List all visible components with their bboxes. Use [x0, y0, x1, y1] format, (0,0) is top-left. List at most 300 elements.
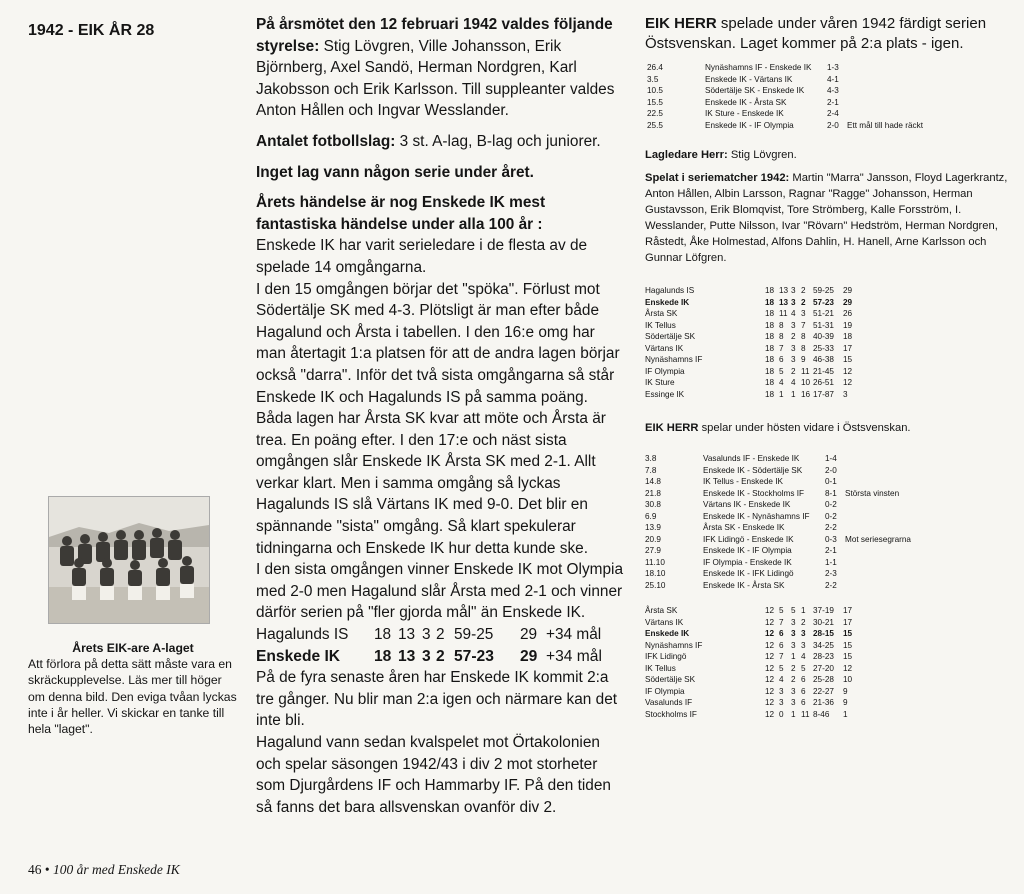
- match-teams: Enskede IK - IF Olympia: [703, 546, 792, 555]
- table-played: 12: [765, 686, 775, 696]
- table-lost: 6: [801, 686, 806, 696]
- table-points: 17: [843, 617, 853, 627]
- event-text-a: Enskede IK har varit serieledare i de flesta av de spelade 14 omgångarna.: [256, 237, 588, 276]
- match-date: 25.10: [645, 580, 666, 590]
- match-teams: IK Sture - Enskede IK: [705, 109, 784, 118]
- match-row: [647, 108, 923, 120]
- table-team-name: IK Tellus: [645, 663, 676, 673]
- table-team-name: Södertälje SK: [645, 675, 696, 684]
- table-lost: 8: [801, 332, 806, 341]
- team-photo-image: [49, 497, 209, 623]
- table-drawn: 3: [791, 320, 796, 330]
- board-text: Stig Lövgren, Ville Johansson, Erik Björnberg, Axel Sandö, Herman Nordgren, Karl Jakobsson och Erik Karlsson. Till suppleanter valdes Anton Hållen och Ingvar Wesslander.: [256, 37, 615, 120]
- table-drawn: 3: [791, 698, 796, 707]
- book-title: 100 år med Enskede IK: [52, 862, 180, 877]
- table-points: 15: [843, 355, 853, 364]
- match-date: 3.8: [645, 454, 657, 463]
- table-goals: 30-21: [813, 617, 834, 627]
- match-teams: Södertälje SK - Enskede IK: [705, 86, 805, 95]
- match-note: [847, 85, 923, 97]
- middle-column: [256, 14, 626, 818]
- match-teams: Vasalunds IF - Enskede IK: [703, 454, 800, 463]
- event-paragraph: [256, 192, 626, 624]
- board-paragraph: [256, 14, 626, 122]
- table-lost: 11: [801, 366, 810, 376]
- standing-points: 29: [520, 626, 538, 644]
- table-drawn: 3: [791, 629, 796, 638]
- page-title: 1942 - EIK ÅR 28: [28, 22, 155, 39]
- table-played: 12: [765, 652, 775, 661]
- players-list: Martin "Marra" Jansson, Floyd Lagerkrantz, Anton Hållen, Albin Larsson, Ragnar "Ragge" Johansson, Herman Gustavsson, Erik Blomqvist, Tore Strömberg, Kalle Forsström, I. Wesslander, Putte Nilsson, Ivar "Rövarn" Hedström, Herman Nordgren, Råstedt, Åke Holmestad, Alfons Dahlin, H. Hanell, Arne Karlsson och Gunnar Löfgren.: [645, 172, 1008, 264]
- match-date: 25.5: [647, 120, 663, 130]
- table-drawn: 3: [791, 343, 796, 353]
- match-note: Mot seriesegrarna: [845, 534, 911, 544]
- table-drawn: 4: [791, 378, 796, 387]
- match-score: 2-0: [825, 465, 837, 475]
- event-heading: Årets händelse är nog Enskede IK mest fantastiska händelse under alla 100 år :: [256, 194, 546, 233]
- match-date: 14.8: [645, 477, 661, 486]
- table-goals: 21-36: [813, 698, 834, 707]
- table-lost: 3: [801, 640, 806, 650]
- match-row: [647, 85, 923, 97]
- match-score: 2-1: [827, 97, 839, 107]
- table-played: 18: [765, 286, 775, 295]
- table-won: 5: [779, 606, 784, 615]
- teams-text: 3 st. A-lag, B-lag och juniorer.: [399, 132, 601, 150]
- table-row: [645, 651, 857, 663]
- standing-row: [256, 646, 626, 668]
- caption-title: Årets EIK-are A-laget: [72, 641, 194, 655]
- match-date: 13.9: [645, 523, 661, 532]
- table-team-name: IF Olympia: [645, 366, 685, 376]
- match-date: 3.5: [647, 74, 659, 84]
- table-points: 12: [843, 366, 853, 376]
- table-row: [645, 674, 857, 686]
- match-row: [647, 74, 923, 86]
- match-date: 7.8: [645, 465, 657, 475]
- standing-drawn: 3: [422, 626, 431, 644]
- table-team-name: Värtans IK: [645, 617, 684, 627]
- table-lost: 6: [801, 698, 806, 707]
- table-drawn: 2: [791, 663, 796, 673]
- page-footer: [28, 862, 180, 878]
- board-heading: På årsmötet den 12 februari 1942 valdes följande styrelse:: [256, 16, 613, 55]
- table-team-name: Nynäshamns IF: [645, 355, 703, 364]
- table-played: 12: [765, 617, 775, 627]
- table-played: 12: [765, 606, 775, 615]
- match-teams: Värtans IK - Enskede IK: [703, 500, 791, 509]
- match-teams: Enskede IK - Nynäshamns IF: [703, 511, 810, 521]
- standing-lost: 2: [436, 626, 445, 644]
- table-goals: 37-19: [813, 606, 834, 615]
- table-team-name: Enskede IK: [645, 297, 690, 307]
- table-played: 12: [765, 640, 775, 650]
- table-points: 26: [843, 309, 853, 318]
- match-score: 1-3: [827, 63, 839, 72]
- match-note: [845, 499, 911, 511]
- table-team-name: Årsta SK: [645, 606, 678, 615]
- table-row: [645, 308, 857, 320]
- standing-played: 18: [374, 647, 392, 665]
- table-row: [645, 709, 857, 721]
- table-drawn: 3: [791, 686, 796, 696]
- match-teams: Enskede IK - Stockholms IF: [703, 488, 805, 498]
- spring-intro: [645, 14, 1017, 54]
- standing-won: 13: [398, 647, 416, 665]
- match-teams: IFK Lidingö - Enskede IK: [703, 534, 794, 544]
- match-date: 18.10: [645, 569, 666, 578]
- table-goals: 34-25: [813, 640, 834, 650]
- match-row: [647, 120, 923, 132]
- match-row: [645, 522, 911, 534]
- table-goals: 28-23: [813, 652, 834, 661]
- table-row: [645, 697, 857, 709]
- table-lost: 8: [801, 343, 806, 353]
- match-row: [647, 62, 923, 74]
- standing-row: [256, 624, 626, 646]
- standing-won: 13: [398, 626, 416, 644]
- table-won: 13: [779, 286, 789, 295]
- match-score: 2-2: [825, 523, 837, 532]
- match-note: [847, 108, 923, 120]
- standing-goals: 57-23: [454, 647, 494, 665]
- table-points: 17: [843, 343, 853, 353]
- table-goals: 59-25: [813, 286, 834, 295]
- table-won: 1: [779, 389, 784, 399]
- table-lost: 2: [801, 617, 806, 627]
- table-lost: 4: [801, 652, 806, 661]
- table-drawn: 1: [791, 709, 796, 719]
- table-row: [645, 617, 857, 629]
- match-note: Största vinsten: [845, 488, 900, 498]
- table-won: 3: [779, 686, 784, 696]
- table-points: 15: [843, 629, 853, 638]
- match-score: 1-1: [825, 557, 837, 567]
- table-played: 12: [765, 629, 775, 638]
- match-note: [847, 74, 923, 86]
- no-series-paragraph: Inget lag vann någon serie under året.: [256, 163, 534, 181]
- table-points: 9: [843, 698, 848, 707]
- match-date: 27.9: [645, 546, 661, 555]
- table-drawn: 3: [791, 286, 796, 295]
- standing-points: 29: [520, 647, 538, 665]
- standing-diff: +34 mål: [546, 626, 602, 644]
- table-drawn: 3: [791, 617, 796, 627]
- match-score: 8-1: [825, 488, 837, 498]
- table-goals: 26-51: [813, 378, 834, 387]
- table-goals: 51-21: [813, 309, 834, 318]
- table-team-name: Nynäshamns IF: [645, 640, 703, 650]
- standing-goals: 59-25: [454, 626, 494, 644]
- table-drawn: 1: [791, 652, 796, 661]
- table-played: 12: [765, 709, 775, 719]
- match-score: 2-2: [825, 580, 837, 590]
- table-row: [645, 605, 857, 617]
- match-row: [645, 534, 911, 546]
- table-goals: 8-46: [813, 709, 830, 719]
- table-lost: 10: [801, 378, 811, 387]
- table-drawn: 2: [791, 366, 796, 376]
- table-team-name: Stockholms IF: [645, 709, 697, 719]
- table-played: 18: [765, 332, 775, 341]
- table-won: 7: [779, 652, 784, 661]
- table-goals: 28-15: [813, 629, 834, 638]
- match-score: 0-3: [825, 534, 837, 544]
- match-row: [645, 499, 911, 511]
- match-teams: Årsta SK - Enskede IK: [703, 523, 785, 532]
- table-row: [645, 320, 857, 332]
- match-note: [847, 62, 923, 74]
- match-date: 11.10: [645, 557, 665, 567]
- match-teams: Enskede IK - IF Olympia: [705, 120, 794, 130]
- table-row: [645, 389, 857, 401]
- table-won: 4: [779, 675, 784, 684]
- table-team-name: Essinge IK: [645, 389, 685, 399]
- table-points: 9: [843, 686, 848, 696]
- match-score: 2-3: [825, 569, 837, 578]
- photo-caption: [28, 640, 238, 737]
- match-teams: Enskede IK - Värtans IK: [705, 74, 793, 84]
- match-date: 10.5: [647, 86, 663, 95]
- players-label: Spelat i seriematcher 1942:: [645, 172, 790, 184]
- match-note: [845, 522, 911, 534]
- match-date: 30.8: [645, 500, 661, 509]
- standing-team: Enskede IK: [256, 647, 341, 665]
- table-row: [645, 628, 857, 640]
- table-points: 1: [843, 709, 848, 719]
- match-note: [845, 511, 911, 523]
- autumn-intro-text: spelar under hösten vidare i Östsvenskan.: [701, 422, 911, 434]
- table-goals: 27-20: [813, 663, 834, 673]
- match-note: [847, 97, 923, 109]
- match-date: 22.5: [647, 109, 663, 118]
- autumn-standings-table: [645, 605, 857, 720]
- table-drawn: 5: [791, 606, 796, 615]
- table-team-name: Vasalunds IF: [645, 698, 693, 707]
- event-text-c: I den sista omgången vinner Enskede IK mot Olympia med 2-0 men Hagalund slår Årsta med 2-1 och vinner därför serien på "fler gjorda mål" än Enskede IK.: [256, 561, 624, 622]
- autumn-intro: [645, 422, 1017, 434]
- match-note: Ett mål till hade räckt: [847, 120, 923, 130]
- event-text-b: I den 15 omgången börjar det "spöka". Förlust mot Södertälje SK med 4-3. Plötsligt är man efter både Hagalund och Årsta i tabellen. I den 16:e omg har man återtagit 1:a platsen för att de andra lagen börjar också "darra". Inför det två sista omgångarna så står Enskede IK och Hagalunds IS på samma poäng. Båda lagen har Årsta SK kvar att möte och Årsta är trea. En poäng efter. I den 17:e och näst sista omgången slår Enskede IK Årsta SK med 2-1. Allt verkar klart. Men i samma omgång så lyckas Hagalunds IS slå Värtans IK med 9-0. Det blir en spännande "sista" omgång. Så klart spekulerar tidningarna och Enskede IK hur detta kunde ske.: [256, 280, 620, 557]
- table-team-name: IFK Lidingö: [645, 652, 687, 661]
- table-won: 8: [779, 320, 784, 330]
- table-team-name: IK Tellus: [645, 320, 676, 330]
- match-row: [645, 545, 911, 557]
- table-won: 5: [779, 366, 784, 376]
- table-row: [645, 285, 857, 297]
- table-played: 18: [765, 297, 775, 307]
- table-lost: 16: [801, 389, 811, 399]
- table-drawn: 4: [791, 309, 796, 318]
- team-leader-label: Lagledare Herr:: [645, 149, 728, 161]
- table-goals: 57-23: [813, 297, 834, 307]
- match-date: 21.8: [645, 488, 661, 498]
- match-row: [645, 476, 911, 488]
- table-points: 19: [843, 320, 853, 330]
- table-won: 4: [779, 378, 784, 387]
- table-lost: 2: [801, 297, 806, 307]
- match-teams: IK Tellus - Enskede IK: [703, 477, 783, 486]
- table-points: 12: [843, 378, 853, 387]
- match-date: 20.9: [645, 534, 661, 544]
- table-won: 11: [779, 309, 788, 318]
- final-standings: [256, 624, 626, 667]
- table-row: [645, 331, 857, 343]
- table-drawn: 2: [791, 332, 796, 341]
- table-drawn: 3: [791, 297, 796, 307]
- table-played: 12: [765, 675, 775, 684]
- page-number: 46 •: [28, 862, 50, 877]
- match-row: [645, 488, 911, 500]
- spring-intro-team: EIK HERR: [645, 15, 717, 32]
- table-goals: 21-45: [813, 366, 834, 376]
- match-date: 6.9: [645, 511, 657, 521]
- table-won: 6: [779, 355, 784, 364]
- caption-text: Att förlora på detta sätt måste vara en skräckupplevelse. Läs mer till höger om denna bild. Den eviga tvåan lyckas inte i år heller. Vi skickar en tanke till hela "laget".: [28, 657, 237, 737]
- table-drawn: 1: [791, 389, 796, 399]
- table-points: 15: [843, 652, 853, 661]
- table-team-name: Årsta SK: [645, 309, 678, 318]
- table-points: 10: [843, 675, 853, 684]
- spring-matches-table: [647, 62, 923, 131]
- table-points: 18: [843, 332, 853, 341]
- table-points: 17: [843, 606, 853, 615]
- table-won: 6: [779, 629, 784, 638]
- match-teams: IF Olympia - Enskede IK: [703, 557, 792, 567]
- table-team-name: Värtans IK: [645, 343, 684, 353]
- match-score: 0-1: [825, 477, 837, 486]
- table-team-name: IK Sture: [645, 378, 675, 387]
- match-score: 4-1: [827, 74, 839, 84]
- table-row: [645, 640, 857, 652]
- match-teams: Enskede IK - IFK Lidingö: [703, 569, 794, 578]
- table-points: 29: [843, 297, 853, 307]
- standing-played: 18: [374, 626, 392, 644]
- match-row: [645, 568, 911, 580]
- match-date: 26.4: [647, 63, 663, 72]
- table-row: [645, 354, 857, 366]
- teams-paragraph: [256, 131, 626, 153]
- table-lost: 5: [801, 663, 806, 673]
- table-played: 18: [765, 320, 775, 330]
- standing-lost: 2: [436, 647, 445, 665]
- table-played: 18: [765, 309, 775, 318]
- table-played: 12: [765, 698, 775, 707]
- match-score: 2-0: [827, 120, 839, 130]
- table-goals: 40-39: [813, 332, 834, 341]
- table-row: [645, 297, 857, 309]
- table-drawn: 3: [791, 355, 796, 364]
- table-won: 7: [779, 343, 784, 353]
- team-leader: [645, 149, 1017, 161]
- table-lost: 7: [801, 320, 806, 330]
- table-drawn: 2: [791, 675, 796, 684]
- match-teams: Enskede IK - Årsta SK: [705, 97, 787, 107]
- spring-standings-table: [645, 285, 857, 400]
- table-lost: 1: [801, 606, 806, 615]
- match-score: 0-2: [825, 511, 837, 521]
- table-team-name: IF Olympia: [645, 686, 685, 696]
- teams-heading: Antalet fotbollslag:: [256, 132, 396, 150]
- table-drawn: 3: [791, 640, 796, 650]
- match-note: [845, 568, 911, 580]
- table-lost: 3: [801, 629, 806, 638]
- match-note: [845, 545, 911, 557]
- table-lost: 6: [801, 675, 806, 684]
- table-goals: 46-38: [813, 355, 834, 364]
- table-lost: 2: [801, 286, 806, 295]
- table-played: 12: [765, 663, 775, 673]
- standing-diff: +34 mål: [546, 647, 602, 665]
- table-row: [645, 663, 857, 675]
- match-score: 2-1: [825, 546, 837, 555]
- table-won: 0: [779, 709, 784, 719]
- match-row: [645, 557, 911, 569]
- match-teams: Enskede IK - Årsta SK: [703, 580, 785, 590]
- table-points: 15: [843, 640, 853, 650]
- table-goals: 22-27: [813, 686, 834, 696]
- table-goals: 25-28: [813, 675, 834, 684]
- standing-drawn: 3: [422, 647, 431, 665]
- autumn-matches-table: [645, 453, 911, 591]
- match-teams: Nynäshamns IF - Enskede IK: [705, 63, 812, 72]
- qualification-text: Hagalund vann sedan kvalspelet mot Örtakolonien och spelar säsongen 1942/43 i div 2 mot storheter som Djurgårdens IF och Hammarby IF. På den tiden så fanns det bara allsvenskan ovanför div 2.: [256, 734, 611, 816]
- match-row: [645, 580, 911, 592]
- team-leader-name: Stig Lövgren.: [730, 149, 797, 161]
- match-row: [645, 511, 911, 523]
- table-won: 13: [779, 297, 789, 307]
- table-won: 3: [779, 698, 784, 707]
- table-won: 6: [779, 640, 784, 650]
- match-note: [845, 580, 911, 592]
- table-goals: 25-33: [813, 343, 834, 353]
- table-lost: 11: [801, 709, 810, 719]
- table-played: 18: [765, 378, 775, 387]
- autumn-intro-team: EIK HERR: [645, 422, 699, 434]
- match-date: 15.5: [647, 97, 663, 107]
- table-team-name: Hagalunds IS: [645, 286, 695, 295]
- standing-team: Hagalunds IS: [256, 626, 349, 644]
- table-played: 18: [765, 389, 775, 399]
- table-lost: 3: [801, 309, 806, 318]
- match-note: [845, 557, 911, 569]
- match-note: [845, 476, 911, 488]
- table-row: [645, 366, 857, 378]
- table-played: 18: [765, 366, 775, 376]
- table-won: 8: [779, 332, 784, 341]
- table-points: 3: [843, 389, 848, 399]
- players-paragraph: [645, 170, 1017, 266]
- match-row: [645, 465, 911, 477]
- table-row: [645, 686, 857, 698]
- match-note: [845, 465, 911, 477]
- match-teams: Enskede IK - Södertälje SK: [703, 465, 803, 475]
- match-score: 1-4: [825, 454, 837, 463]
- table-points: 29: [843, 286, 853, 295]
- table-won: 7: [779, 617, 784, 627]
- table-lost: 9: [801, 355, 806, 364]
- table-goals: 51-31: [813, 320, 834, 330]
- table-played: 18: [765, 355, 775, 364]
- match-note: [845, 453, 911, 465]
- right-column: [645, 14, 1017, 720]
- table-won: 5: [779, 663, 784, 673]
- table-played: 18: [765, 343, 775, 353]
- match-row: [645, 453, 911, 465]
- match-score: 4-3: [827, 86, 839, 95]
- left-column: [28, 22, 238, 40]
- match-row: [647, 97, 923, 109]
